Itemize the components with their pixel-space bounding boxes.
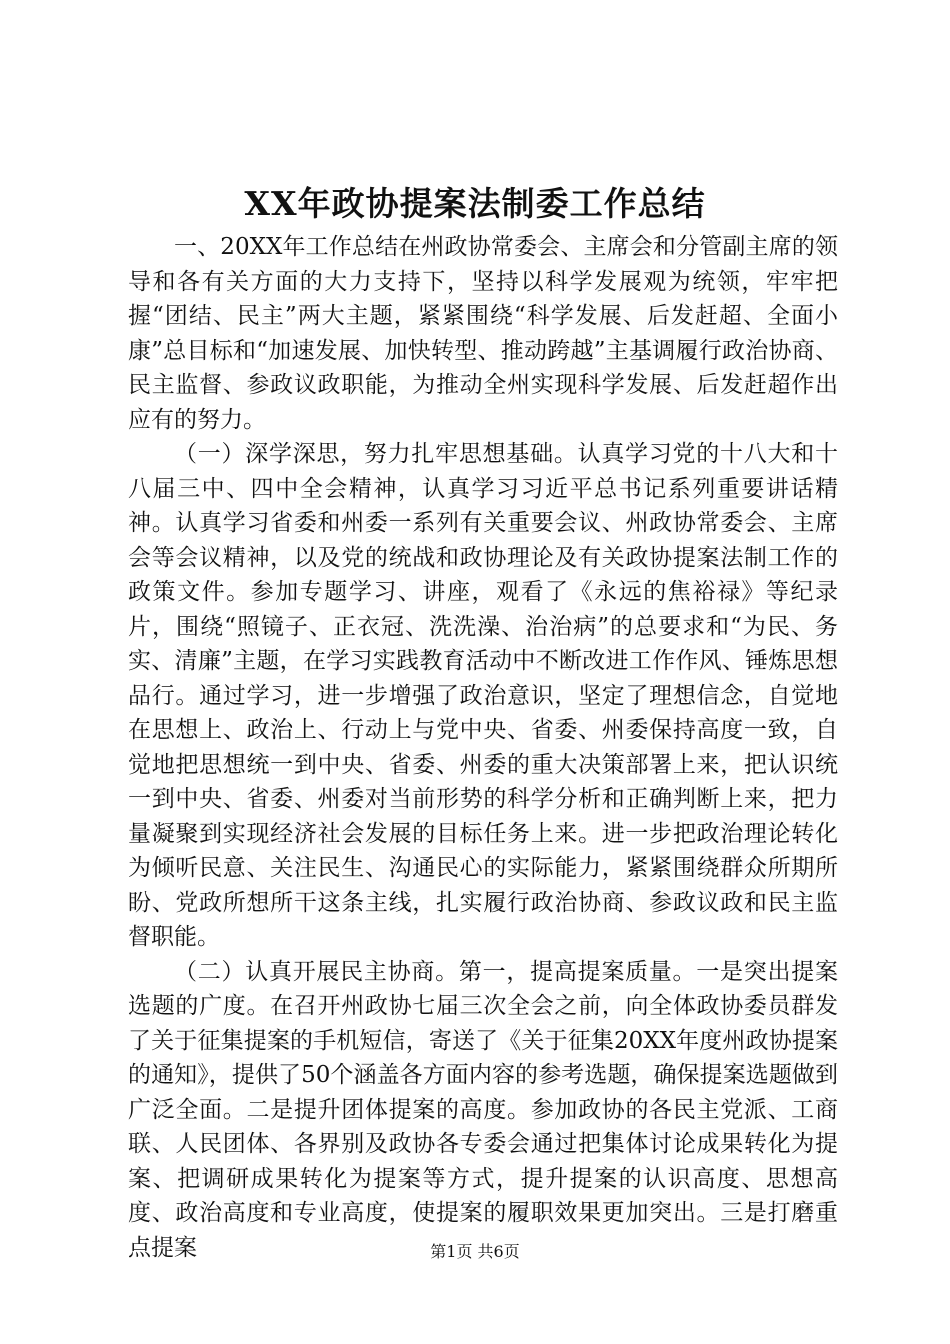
paragraph-2: （一）深学深思，努力扎牢思想基础。认真学习党的十八大和十八届三中、四中全会精神，认真学习习近平总书记系列重要讲话精神。认真学习省委和州委一系列有关重要会议、州政协常委会、主席会等会议精神，以及党的统战和政协理论及有关政协提案法制工作的政策文件。参加专题学习、讲座，观看了《永远的焦裕禄》等纪录片，围绕“照镜子、正衣冠、洗洗澡、治治病”的总要求和“为民、务实、清廉”主题，在学习实践教育活动中不断改进工作作风、锤炼思想品行。通过学习，进一步增强了政治意识，坚定了理想信念，自觉地在思想上、政治上、行动上与党中央、省委、州委保持高度一致，自觉地把思想统一到中央、省委、州委的重大决策部署上来，把认识统一到中央、省委、州委对当前形势的科学分析和正确判断上来，把力量凝聚到实现经济社会发展的目标任务上来。进一步把政治理论转化为倾听民意、关注民生、沟通民心的实际能力，紧紧围绕群众所期所盼、党政所想所干这条主线，扎实履行政治协商、参政议政和民主监督职能。 [128,441,838,950]
paragraph-3: （二）认真开展民主协商。第一，提高提案质量。一是突出提案选题的广度。在召开州政协七届三次全会之前，向全体政协委员群发了关于征集提案的手机短信，寄送了《关于征集20XX年度州政协提案的通知》，提供了50个涵盖各方面内容的参考选题，确保提案选题做到广泛全面。二是提升团体提案的高度。参加政协的各民主党派、工商联、人民团体、各界别及政协各专委会通过把集体讨论成果转化为提案、把调研成果转化为提案等方式，提升提案的认识高度、思想高度、政治高度和专业高度，使提案的履职效果更加突出。三是打磨重点提案 [128,958,838,1261]
document-body [128,230,838,1265]
paragraph-1: 一、20XX年工作总结在州政协常委会、主席会和分管副主席的领导和各有关方面的大力支持下，坚持以科学发展观为统领，牢牢把握“团结、民主”两大主题，紧紧围绕“科学发展、后发赶超、全面小康”总目标和“加速发展、加快转型、推动跨越”主基调履行政治协商、民主监督、参政议政职能，为推动全州实现科学发展、后发赶超作出应有的努力。 [128,234,838,433]
page-footer: 第1页 共6页 [430,1242,520,1261]
document-title: XX年政协提案法制委工作总结 [244,184,706,223]
